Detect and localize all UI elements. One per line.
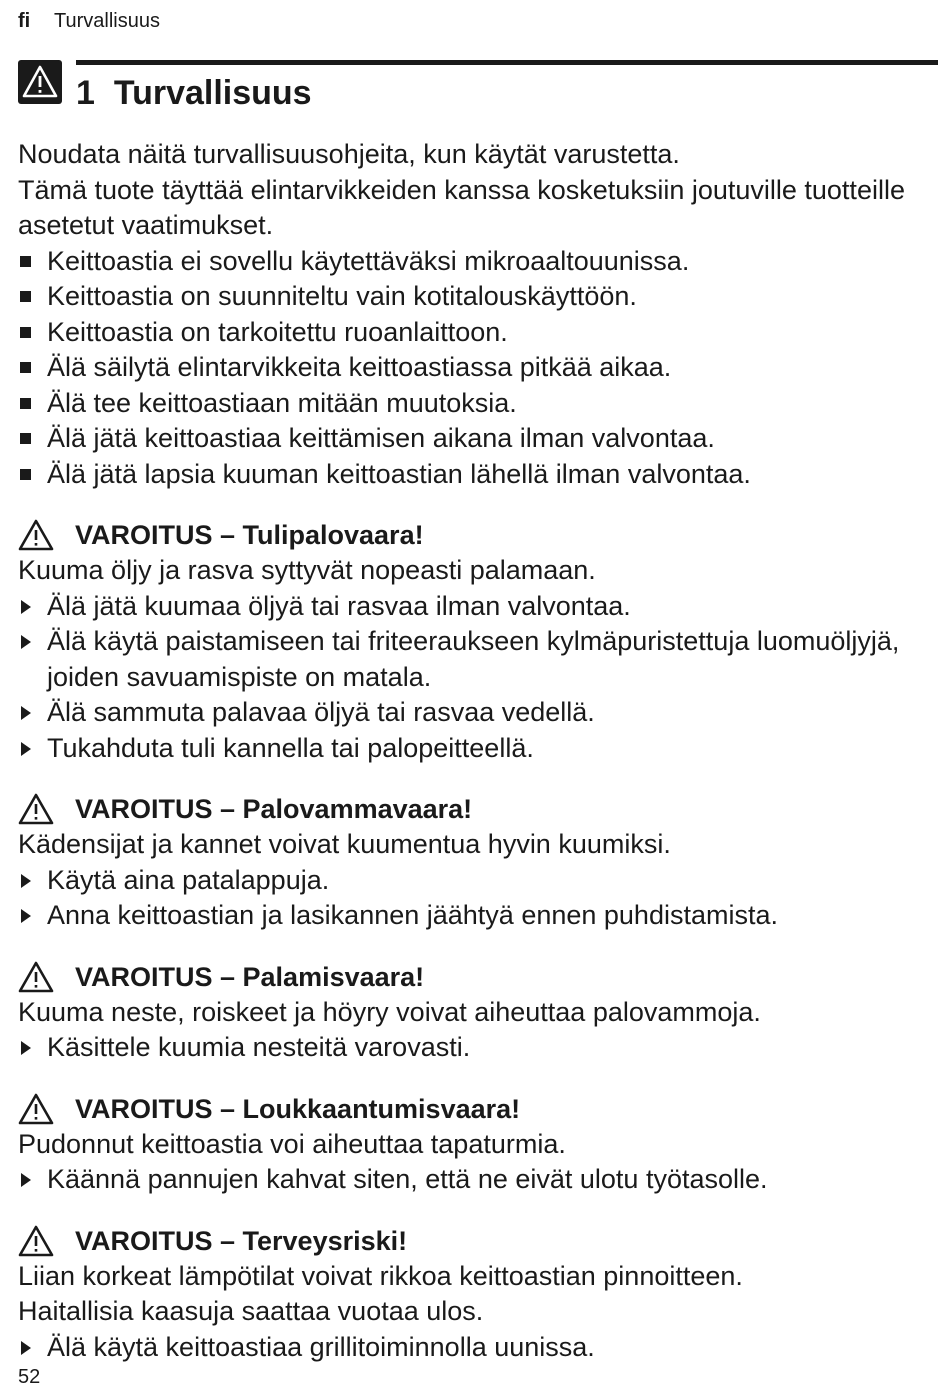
warning-heading [18, 959, 938, 995]
square-bullet-icon [20, 469, 31, 480]
section-title [76, 73, 312, 113]
square-bullet-icon [20, 256, 31, 267]
list-item-text: Älä säilytä elintarvikkeita keittoastiassa pitkää aikaa. [47, 352, 672, 382]
arrow-bullet-icon [21, 874, 31, 888]
list-item-text: Keittoastia on suunniteltu vain kotitalouskäyttöön. [47, 281, 637, 311]
arrow-bullet-icon [21, 1173, 31, 1187]
warning-title: VAROITUS – Tulipalovaara! [75, 520, 424, 550]
square-bullet-icon [20, 327, 31, 338]
warning-heading [18, 1223, 938, 1259]
arrow-bullet-icon [21, 1041, 31, 1055]
warning-text: Pudonnut keittoastia voi aiheuttaa tapaturmia. [18, 1128, 566, 1159]
action-list [18, 1330, 938, 1366]
list-item [18, 279, 938, 315]
action-item [18, 731, 938, 767]
action-item [18, 624, 938, 695]
warning-text: Kuuma öljy ja rasva syttyvät nopeasti palamaan. [18, 555, 596, 585]
warning-text: Liian korkeat lämpötilat voivat rikkoa keittoastian pinnoitteen. [18, 1260, 743, 1291]
language-code: fi [18, 10, 31, 32]
action-item [18, 898, 938, 934]
warning-title: VAROITUS – Palovammavaara! [75, 794, 473, 824]
arrow-bullet-icon [21, 909, 31, 923]
list-item [18, 386, 938, 422]
arrow-bullet-icon [21, 600, 31, 614]
section-number: 1 [76, 74, 95, 112]
arrow-bullet-icon [21, 706, 31, 720]
intro-paragraph: Tämä tuote täyttää elintarvikkeiden kanssa kosketuksiin joutuville tuotteille asetetut vaatimukset. [18, 174, 905, 240]
heading-rule [76, 60, 938, 65]
warning-text: Kädensijat ja kannet voivat kuumentua hyvin kuumiksi. [18, 829, 671, 859]
list-item-text: Älä jätä lapsia kuuman keittoastian lähellä ilman valvontaa. [47, 458, 751, 489]
warning-scalding [18, 959, 938, 1066]
warning-heading [18, 517, 938, 553]
warning-triangle-icon [18, 961, 54, 993]
page-number: 52 [18, 1366, 41, 1388]
action-text: Käsittele kuumia nesteitä varovasti. [47, 1032, 471, 1062]
square-bullet-icon [20, 362, 31, 373]
action-item [18, 695, 938, 731]
list-item [18, 457, 938, 493]
warning-triangle-icon [18, 793, 54, 825]
warning-triangle-icon [18, 60, 62, 104]
list-item [18, 244, 938, 280]
square-bullet-icon [20, 398, 31, 409]
warning-triangle-icon [18, 1225, 54, 1257]
intro-block [18, 137, 938, 492]
warning-text: Kuuma neste, roiskeet ja höyry voivat aiheuttaa palovammoja. [18, 996, 761, 1027]
list-item [18, 315, 938, 351]
action-text: Käännä pannujen kahvat siten, että ne eivät ulotu työtasolle. [47, 1164, 768, 1194]
action-text: Älä sammuta palavaa öljyä tai rasvaa vedellä. [47, 697, 595, 727]
action-item [18, 589, 938, 625]
warning-heading [18, 1091, 938, 1127]
action-text: Tukahduta tuli kannella tai palopeitteellä. [47, 732, 534, 763]
action-text: Käytä aina patalappuja. [47, 864, 330, 895]
warning-fire [18, 517, 938, 766]
action-text: Anna keittoastian ja lasikannen jäähtyä ennen puhdistamista. [47, 900, 778, 930]
arrow-bullet-icon [21, 635, 31, 649]
action-list [18, 863, 938, 934]
safety-content [18, 137, 938, 1365]
warning-health-risk [18, 1223, 938, 1366]
action-item [18, 1162, 938, 1198]
warning-title: VAROITUS – Palamisvaara! [75, 961, 425, 992]
intro-bullet-list [18, 244, 938, 493]
action-item [18, 1030, 938, 1066]
action-list [18, 1162, 938, 1198]
action-list [18, 1030, 938, 1066]
arrow-bullet-icon [21, 1341, 31, 1355]
square-bullet-icon [20, 433, 31, 444]
list-item-text: Keittoastia ei sovellu käytettäväksi mikroaaltouunissa. [47, 245, 690, 276]
warning-heading [18, 791, 938, 827]
action-text: Älä käytä keittoastiaa grillitoiminnolla uunissa. [47, 1331, 595, 1362]
warning-triangle-icon [18, 1093, 54, 1125]
action-text: Älä jätä kuumaa öljyä tai rasvaa ilman valvontaa. [47, 590, 631, 621]
action-item [18, 1330, 938, 1366]
warning-text: Haitallisia kaasuja saattaa vuotaa ulos. [18, 1296, 484, 1326]
section-title-text: Turvallisuus [113, 74, 312, 112]
square-bullet-icon [20, 291, 31, 302]
arrow-bullet-icon [21, 742, 31, 756]
action-list [18, 589, 938, 767]
list-item-text: Älä jätä keittoastiaa keittämisen aikana ilman valvontaa. [47, 423, 715, 453]
action-text: Älä käytä paistamiseen tai friteeraukseen kylmäpuristettuja luomuöljyjä, joiden savuamispiste on matala. [47, 626, 900, 692]
list-item [18, 421, 938, 457]
intro-paragraph: Noudata näitä turvallisuusohjeita, kun käytät varustetta. [18, 139, 680, 169]
list-item-text: Älä tee keittoastiaan mitään muutoksia. [47, 387, 517, 418]
warning-title: VAROITUS – Terveysriski! [75, 1225, 408, 1256]
warning-injury [18, 1091, 938, 1198]
warning-burn-injury [18, 791, 938, 934]
warning-title: VAROITUS – Loukkaantumisvaara! [75, 1093, 521, 1124]
running-header: Turvallisuus [54, 10, 160, 32]
list-item [18, 350, 938, 386]
warning-triangle-icon [18, 519, 54, 551]
list-item-text: Keittoastia on tarkoitettu ruoanlaittoon. [47, 316, 508, 347]
action-item [18, 863, 938, 899]
